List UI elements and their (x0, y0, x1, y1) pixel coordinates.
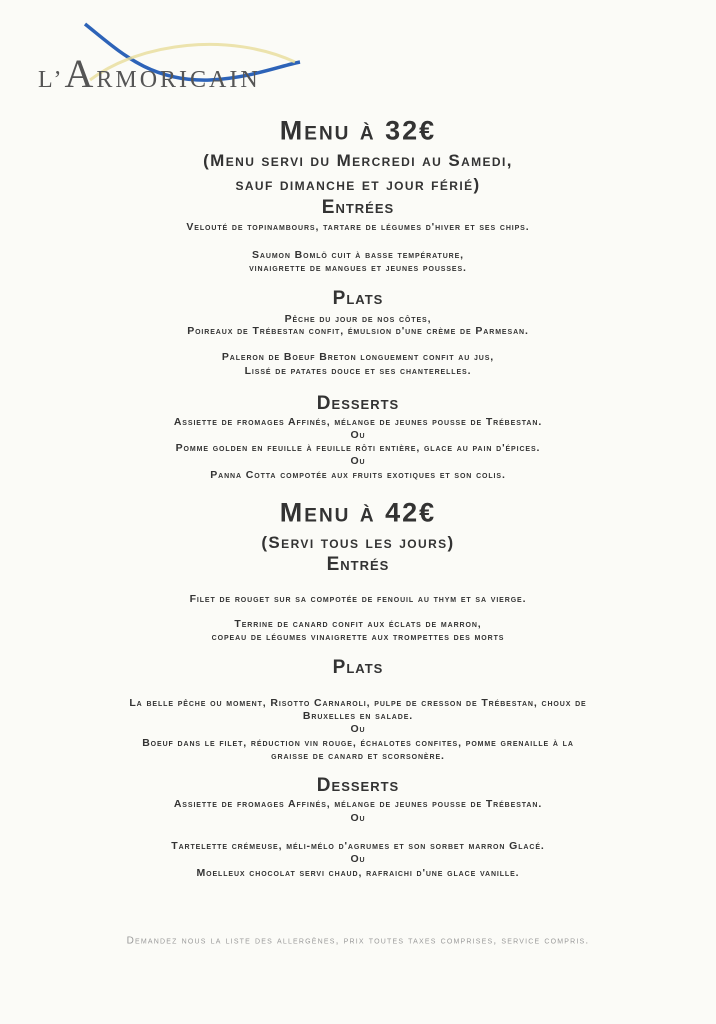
menu-42-title: Menu à 42€ (279, 497, 437, 528)
menu-item: Boeuf dans le filet, réduction vin rouge, échalotes confites, pomme grenaille à la (142, 737, 574, 749)
footer-note: Demandez nous la liste des allergènes, prix toutes taxes comprises, service compris. (126, 935, 590, 947)
menu-item: Moelleux chocolat servi chaud, rafraichi d'une glace vanille. (196, 867, 520, 879)
or-separator: Ou (350, 853, 366, 865)
menu-item: Tartelette crémeuse, méli-mélo d'agrumes et son sorbet marron Glacé. (171, 840, 545, 852)
or-separator: Ou (350, 812, 366, 824)
menu-32-plats-heading: Plats (332, 288, 384, 309)
menu-item: Lissé de patates douce et ses chanterelles. (244, 365, 472, 377)
menu-32-title: Menu à 32€ (279, 115, 437, 146)
menu-item: Pêche du jour de nos côtes, (284, 313, 432, 325)
menu-item: Pomme golden en feuille à feuille rôti entière, glace au pain d'épices. (175, 442, 541, 454)
menu-42-entrees-heading: Entrés (326, 554, 390, 575)
or-separator: Ou (350, 723, 366, 735)
menu-item: Panna Cotta compotée aux fruits exotiques et son colis. (210, 469, 506, 481)
menu-32-subtitle: sauf dimanche et jour férié) (235, 175, 481, 194)
logo-text: L’ARMORICAIN (38, 51, 261, 96)
menu-32-subtitle: (Menu servi du Mercredi au Samedi, (203, 151, 513, 170)
menu-item: copeau de légumes vinaigrette aux trompettes des morts (211, 631, 505, 643)
menu-item: Velouté de topinambours, tartare de légumes d'hiver et ses chips. (186, 221, 530, 233)
menu-item: Filet de rouget sur sa compotée de fenouil au thym et sa vierge. (189, 593, 527, 605)
menu-item: Saumon Bomlö cuit à basse température, (252, 249, 464, 261)
or-separator: Ou (350, 455, 366, 467)
menu-item: La belle pêche ou moment, Risotto Carnaroli, pulpe de cresson de Trébestan, choux de (129, 697, 587, 709)
menu-32-entrees-heading: Entrées (321, 197, 395, 218)
menu-42-plats-heading: Plats (332, 657, 384, 678)
restaurant-logo (30, 22, 310, 94)
menu-item: Assiette de fromages Affinés, mélange de jeunes pousse de Trébestan. (173, 416, 543, 428)
menu-item: Assiette de fromages Affinés, mélange de jeunes pousse de Trébestan. (173, 798, 543, 810)
menu-item: Bruxelles en salade. (302, 710, 414, 722)
menu-item: graisse de canard et scorsonère. (271, 750, 445, 762)
menu-item: Poireaux de Trébestan confit, émulsion d'une crème de Parmesan. (187, 325, 529, 337)
menu-32-desserts-heading: Desserts (316, 393, 400, 414)
menu-42-desserts-heading: Desserts (316, 775, 400, 796)
or-separator: Ou (350, 429, 366, 441)
menu-item: vinaigrette de mangues et jeunes pousses. (249, 262, 467, 274)
menu-item: Paleron de Boeuf Breton longuement confit au jus, (221, 351, 495, 363)
menu-item: Terrine de canard confit aux éclats de marron, (234, 618, 482, 630)
menu-42-subtitle: (Servi tous les jours) (261, 533, 455, 552)
